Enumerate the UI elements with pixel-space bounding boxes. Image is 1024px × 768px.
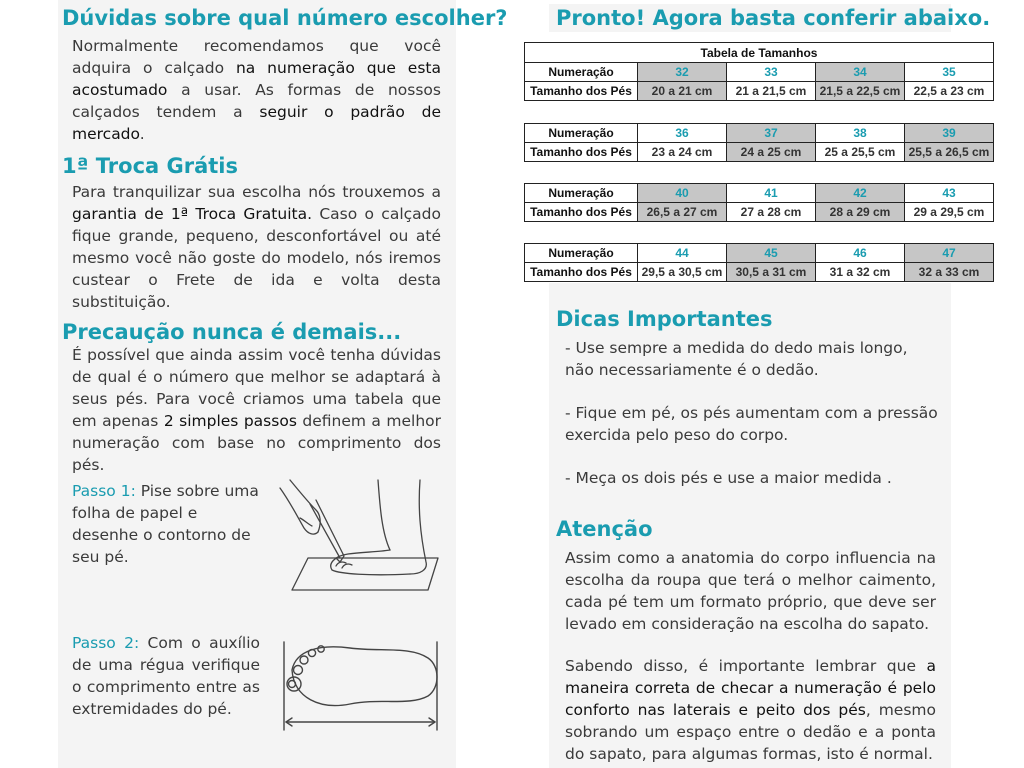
size-number-cell: 33	[727, 63, 816, 82]
foot-size-cell: 31 a 32 cm	[816, 263, 905, 282]
foot-size-cell: 25 a 25,5 cm	[816, 143, 905, 162]
size-number-cell: 40	[638, 184, 727, 203]
tip-stand-up: - Fique em pé, os pés aumentam com a pressão exercida pelo peso do corpo.	[565, 404, 938, 444]
foot-measure-illustration	[280, 640, 442, 736]
size-number-cell: 32	[638, 63, 727, 82]
foot-size-cell: 22,5 a 23 cm	[905, 82, 994, 101]
foot-size-cell: 24 a 25 cm	[727, 143, 816, 162]
size-table-2	[524, 123, 994, 162]
size-number-cell: 42	[816, 184, 905, 203]
foot-size-cell: 29,5 a 30,5 cm	[638, 263, 727, 282]
row-label-tamanho: Tamanho dos Pés	[525, 143, 638, 162]
row-label-tamanho: Tamanho dos Pés	[525, 203, 638, 222]
size-number-cell: 47	[905, 244, 994, 263]
heading-important-tips: Dicas Importantes	[556, 307, 773, 331]
paragraph-correct-fit: Sabendo disso, é importante lembrar que a maneira correta de checar a numeração é pelo conforto nas laterais e peito dos pés, mesmo sobrando um espaço entre o dedão e a ponta do sapato, para algumas formas, isto é normal.	[565, 657, 936, 763]
foot-size-cell: 23 a 24 cm	[638, 143, 727, 162]
size-number-cell: 35	[905, 63, 994, 82]
size-number-cell: 45	[727, 244, 816, 263]
row-label-tamanho: Tamanho dos Pés	[525, 263, 638, 282]
heading-free-exchange: 1ª Troca Grátis	[62, 154, 238, 178]
size-number-cell: 34	[816, 63, 905, 82]
size-number-cell: 37	[727, 124, 816, 143]
foot-size-cell: 29 a 29,5 cm	[905, 203, 994, 222]
heading-attention: Atenção	[556, 517, 653, 541]
size-number-cell: 41	[727, 184, 816, 203]
tip-longest-toe: - Use sempre a medida do dedo mais longo, não necessariamente é o dedão.	[565, 339, 908, 379]
foot-size-cell: 21,5 a 22,5 cm	[816, 82, 905, 101]
size-number-cell: 43	[905, 184, 994, 203]
hand-drawing-foot-illustration	[270, 478, 446, 596]
paragraph-recommendation: Normalmente recomendamos que você adquira o calçado na numeração que esta acostumado a usar. As formas de nossos calçados tendem a seguir o padrão de mercado.	[72, 37, 441, 143]
tip-measure-both: - Meça os dois pés e use a maior medida .	[565, 469, 892, 487]
foot-size-cell: 28 a 29 cm	[816, 203, 905, 222]
foot-size-cell: 26,5 a 27 cm	[638, 203, 727, 222]
foot-size-cell: 25,5 a 26,5 cm	[905, 143, 994, 162]
size-table-4	[524, 243, 994, 282]
row-label-numeracao: Numeração	[525, 124, 638, 143]
size-table-1	[524, 42, 994, 101]
size-number-cell: 44	[638, 244, 727, 263]
size-number-cell: 38	[816, 124, 905, 143]
size-table-caption: Tabela de Tamanhos	[525, 43, 994, 63]
row-label-tamanho: Tamanho dos Pés	[525, 82, 638, 101]
paragraph-free-exchange: Para tranquilizar sua escolha nós trouxemos a garantia de 1ª Troca Gratuita. Caso o calçado fique grande, pequeno, desconfortável ou até mesmo você não goste do modelo, nós iremos custear o Frete de ida e volta desta substituição.	[72, 183, 441, 311]
step-1-text: Passo 1: Pise sobre uma folha de papel e desenhe o contorno de seu pé.	[72, 482, 259, 566]
paragraph-precaution: É possível que ainda assim você tenha dúvidas de qual é o número que melhor se adaptará à seus pés. Para você criamos uma tabela que em apenas 2 simples passos definem a melhor numeração com base no comprimento dos pés.	[72, 346, 442, 474]
foot-size-cell: 27 a 28 cm	[727, 203, 816, 222]
row-label-numeracao: Numeração	[525, 63, 638, 82]
row-label-numeracao: Numeração	[525, 244, 638, 263]
size-number-cell: 46	[816, 244, 905, 263]
foot-size-cell: 21 a 21,5 cm	[727, 82, 816, 101]
foot-size-cell: 32 a 33 cm	[905, 263, 994, 282]
foot-size-cell: 30,5 a 31 cm	[727, 263, 816, 282]
heading-precaution: Precaução nunca é demais...	[62, 320, 402, 344]
heading-which-number: Dúvidas sobre qual número escolher?	[62, 6, 508, 30]
size-table-3	[524, 183, 994, 222]
foot-size-cell: 20 a 21 cm	[638, 82, 727, 101]
size-number-cell: 39	[905, 124, 994, 143]
step-2-text: Passo 2: Com o auxílio de uma régua verifique o comprimento entre as extremidades do pé.	[72, 634, 260, 718]
heading-check-below: Pronto! Agora basta conferir abaixo.	[556, 6, 991, 30]
paragraph-anatomy: Assim como a anatomia do corpo influencia na escolha da roupa que terá o melhor caimento, cada pé tem um formato próprio, que deve ser levado em consideração na escolha do sapato.	[565, 549, 936, 633]
row-label-numeracao: Numeração	[525, 184, 638, 203]
size-number-cell: 36	[638, 124, 727, 143]
